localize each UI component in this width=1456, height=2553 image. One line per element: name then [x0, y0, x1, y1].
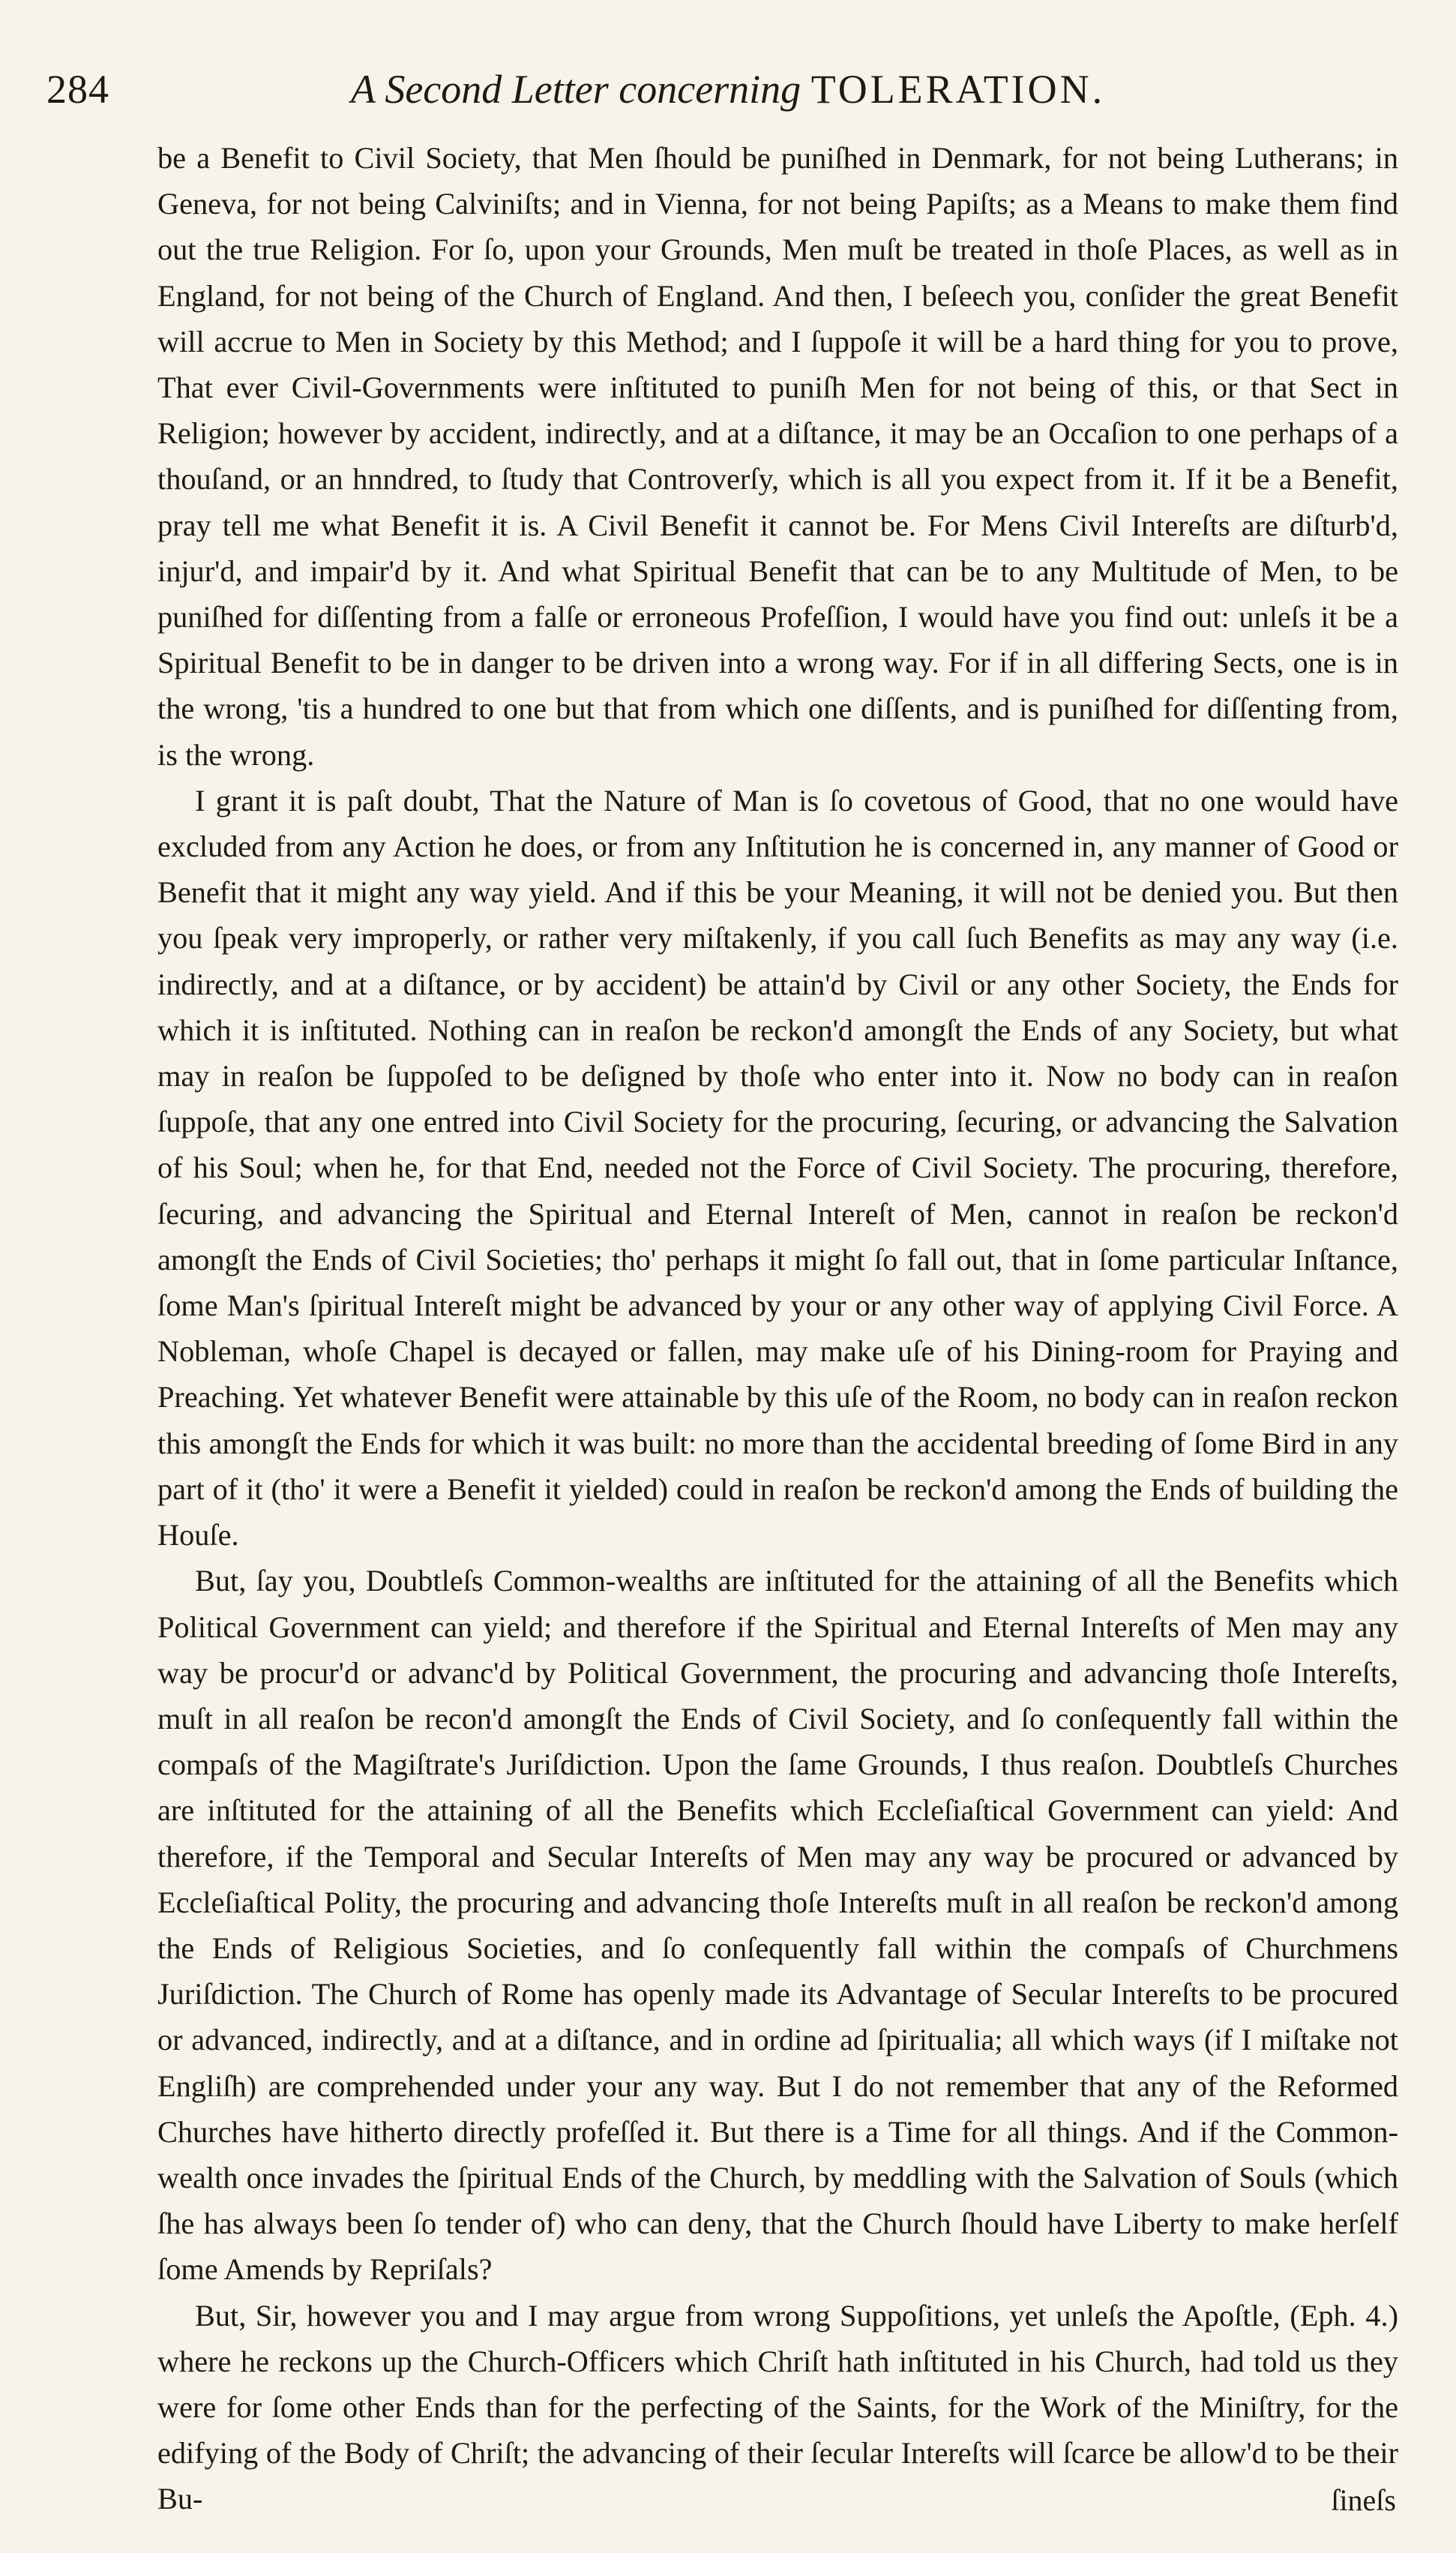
running-title-italic: A Second Letter concerning [350, 67, 801, 112]
paragraph-4: But, Sir, however you and I may argue from wrong Suppoſitions, yet unleſs the Apoſtle, (Eph. 4.) where he reckons up the Church-Officers which Chriſt hath inſtituted in his Church, had told us they were for ſome other Ends than for the perfecting of the Saints, for the Work of the Miniſtry, for the edifying of the Body of Chriſt; the advancing of their ſecular Intereſts will ſcarce be allow'd to be their Bu- [157, 2298, 1398, 2516]
catchword: ſineſs [1331, 2483, 1396, 2517]
paragraph-3: But, ſay you, Doubtleſs Common-wealths are inſtituted for the attaining of all the Benefits which Political Government can yield; and therefore if the Spiritual and Eternal Intereſts of Men may any way be procur'd or advanc'd by Political Government, the procuring and advancing thoſe Intereſts, muſt in all reaſon be recon'd amongſt the Ends of Civil Society, and ſo conſequently fall within the compaſs of the Magiſtrate's Juriſdiction. Upon the ſame Grounds, I thus reaſon. Doubtleſs Churches are inſtituted for the attaining of all the Benefits which Eccleſiaſtical Government can yield: And therefore, if the Temporal and Secular Intereſts of Men may any way be procured or advanced by Eccleſiaſtical Polity, the procuring and advancing thoſe Intereſts muſt in all reaſon be reckon'd among the Ends of Religious Societies, and ſo conſequently fall within the compaſs of Churchmens Juriſdiction. The Church of Rome has openly made its Advantage of Secular Intereſts to be procured or advanced, indirectly, and at a diſtance, and in ordine ad ſpiritualia; all which ways (if I miſtake not Engliſh) are comprehended under your any way. But I do not remember that any of the Reformed Churches have hitherto directly profeſſed it. But there is a Time for all things. And if the Common-wealth once invades the ſpiritual Ends of the Church, by meddling with the Salvation of Souls (which ſhe has always been ſo tender of) who can deny, that the Church ſhould have Liberty to make herſelf ſome Amends by Repriſals? [157, 1564, 1398, 2287]
paragraph-1: be a Benefit to Civil Society, that Men ſhould be puniſhed in Denmark, for not being Lutherans; in Geneva, for not being Calviniſts; and in Vienna, for not being Papiſts; as a Means to make them find out the true Religion. For ſo, upon your Grounds, Men muſt be treated in thoſe Places, as well as in England, for not being of the Church of England. And then, I beſeech you, conſider the great Benefit will accrue to Men in Society by this Method; and I ſuppoſe it will be a hard thing for you to prove, That ever Civil-Governments were inſtituted to puniſh Men for not being of this, or that Sect in Religion; however by accident, indirectly, and at a diſtance, it may be an Occaſion to one perhaps of a thouſand, or an hnndred, to ſtudy that Controverſy, which is all you expect from it. If it be a Benefit, pray tell me what Benefit it is. A Civil Benefit it cannot be. For Mens Civil Intereſts are diſturb'd, injur'd, and impair'd by it. And what Spiritual Benefit that can be to any Multitude of Men, to be puniſhed for diſſenting from a falſe or erroneous Profeſſion, I would have you find out: unleſs it be a Spiritual Benefit to be in danger to be driven into a wrong way. For if in all differing Sects, one is in the wrong, 'tis a hundred to one but that from which one diſſents, and is puniſhed for diſſenting from, is the wrong. [157, 141, 1398, 772]
page-number: 284 [46, 67, 109, 112]
body-text [157, 135, 1398, 2522]
running-title-caps: TOLERATION. [810, 67, 1106, 112]
paragraph-2: I grant it is paſt doubt, That the Nature of Man is ſo covetous of Good, that no one would have excluded from any Action he does, or from any Inſtitution he is concerned in, any manner of Good or Benefit that it might any way yield. And if this be your Meaning, it will not be denied you. But then you ſpeak very improperly, or rather very miſtakenly, if you call ſuch Benefits as may any way (i.e. indirectly, and at a diſtance, or by accident) be attain'd by Civil or any other Society, the Ends for which it is inſtituted. Nothing can in reaſon be reckon'd amongſt the Ends of any Society, but what may in reaſon be ſuppoſed to be deſigned by thoſe who enter into it. Now no body can in reaſon ſuppoſe, that any one entred into Civil Society for the procuring, ſecuring, or advancing the Salvation of his Soul; when he, for that End, needed not the Force of Civil Society. The procuring, therefore, ſecuring, and advancing the Spiritual and Eternal Intereſt of Men, cannot in reaſon be reckon'd amongſt the Ends of Civil Societies; tho' perhaps it might ſo fall out, that in ſome particular Inſtance, ſome Man's ſpiritual Intereſt might be advanced by your or any other way of applying Civil Force. A Nobleman, whoſe Chapel is decayed or fallen, may make uſe of his Dining-room for Praying and Preaching. Yet whatever Benefit were attainable by this uſe of the Room, no body can in reaſon reckon this amongſt the Ends for which it was built: no more than the accidental breeding of ſome Bird in any part of it (tho' it were a Benefit it yielded) could in reaſon be reckon'd among the Ends of building the Houſe. [157, 783, 1398, 1552]
page-header [0, 66, 1456, 126]
running-title [0, 66, 1456, 112]
